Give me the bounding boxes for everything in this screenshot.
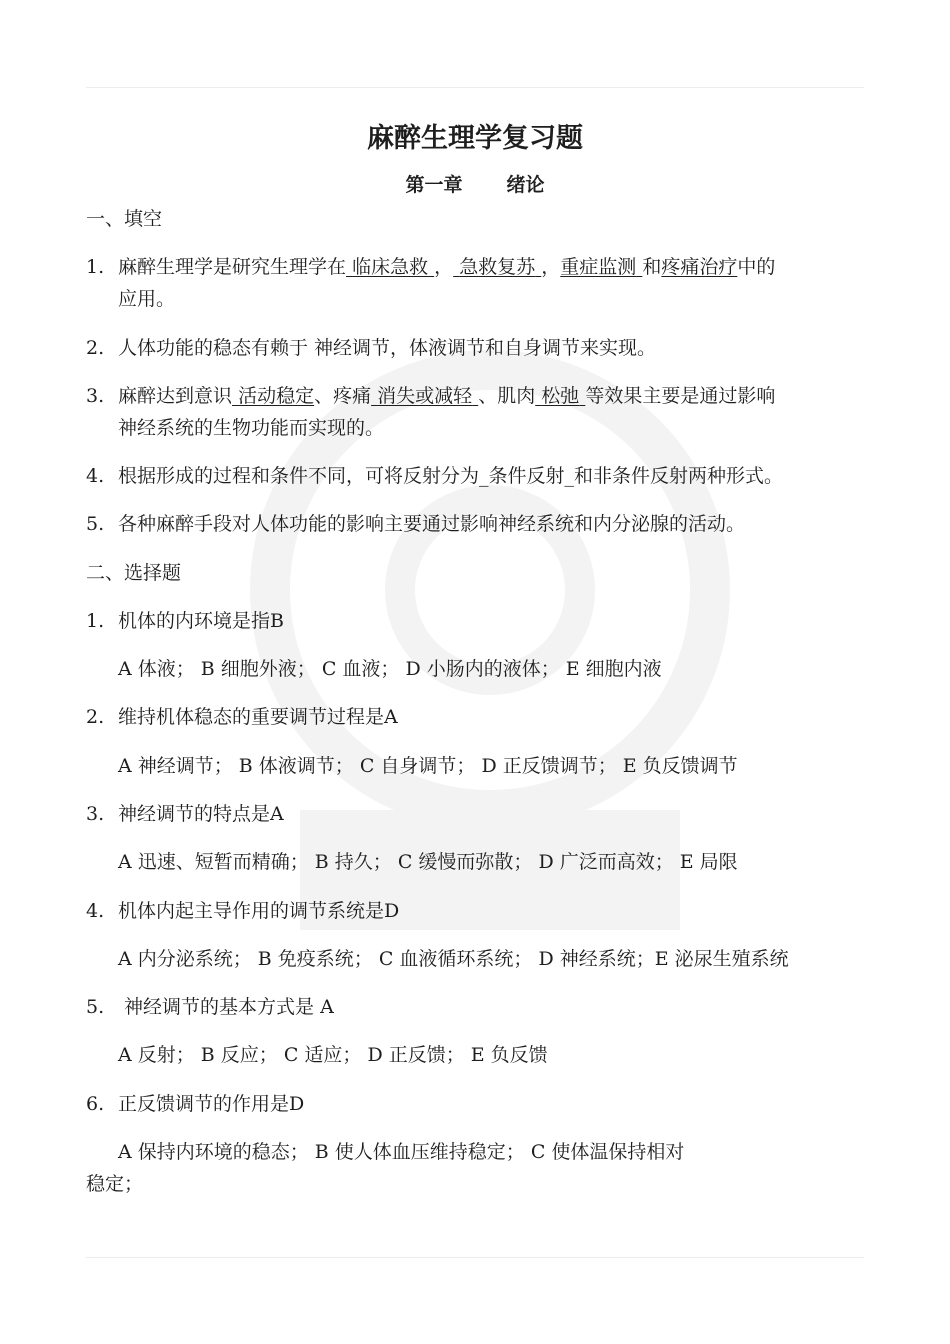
question-1: 1. 机体的内环境是指B — [86, 610, 284, 632]
question-3-options: A 迅速、短暂而精确； B 持久； C 缓慢而弥散； D 广泛而高效； E 局限 — [118, 851, 738, 873]
section-heading-choice: 二、选择题 — [86, 562, 182, 584]
answer-blank: 疼痛治疗 — [661, 256, 738, 278]
question-5-options: A 反射； B 反应； C 适应； D 正反馈； E 负反馈 — [118, 1044, 548, 1066]
fill-item-2: 2. 人体功能的稳态有赖于 神经调节，体液调节和自身调节来实现。 — [86, 337, 657, 359]
question-4-options: A 内分泌系统； B 免疫系统； C 血液循环系统； D 神经系统；E 泌尿生殖系统 — [118, 948, 789, 970]
answer-blank: 急救复苏 — [459, 256, 536, 278]
answer-blank: 重症监测 — [560, 256, 637, 278]
fill-item-3: 3. 麻醉达到意识 活动稳定、疼痛 消失或减轻 、肌肉 松弛 等效果主要是通过影响 — [86, 385, 776, 407]
question-6: 6. 正反馈调节的作用是D — [86, 1093, 305, 1115]
fill-item-1: 1. 麻醉生理学是研究生理学在 临床急救 ， 急救复苏 ，重症监测 和疼痛治疗中的 — [86, 256, 776, 278]
question-1-options: A 体液； B 细胞外液； C 血液； D 小肠内的液体； E 细胞内液 — [118, 658, 662, 680]
fill-item-4: 4. 根据形成的过程和条件不同，可将反射分为_条件反射_和非条件反射两种形式。 — [86, 465, 784, 487]
question-5: 5. 神经调节的基本方式是 A — [86, 996, 334, 1018]
question-4: 4. 机体内起主导作用的调节系统是D — [86, 900, 400, 922]
section-heading-fill: 一、填空 — [86, 208, 163, 230]
fill-item-3-cont: 神经系统的生物功能而实现的。 — [118, 417, 385, 439]
page-title: 麻醉生理学复习题 — [367, 123, 583, 154]
fill-item-1-cont: 应用。 — [118, 288, 176, 310]
chapter-heading — [0, 170, 950, 197]
bottom-divider — [86, 1257, 864, 1258]
answer-blank: 松弛 — [541, 385, 580, 407]
question-3: 3. 神经调节的特点是A — [86, 803, 284, 825]
answer-blank: 临床急救 — [352, 256, 429, 278]
question-2-options: A 神经调节； B 体液调节； C 自身调节； D 正反馈调节； E 负反馈调节 — [118, 755, 738, 777]
answer-blank: 消失或减轻 — [377, 385, 473, 407]
question-2: 2. 维持机体稳态的重要调节过程是A — [86, 706, 398, 728]
chapter-name: 绪论 — [506, 174, 545, 196]
answer-blank: 活动稳定 — [238, 385, 315, 407]
chapter-number: 第一章 — [405, 174, 463, 196]
top-divider — [86, 87, 864, 88]
fill-item-5: 5. 各种麻醉手段对人体功能的影响主要通过影响神经系统和内分泌腺的活动。 — [86, 513, 746, 535]
question-6-options-cont: 稳定； — [86, 1173, 144, 1195]
question-6-options: A 保持内环境的稳态； B 使人体血压维持稳定； C 使体温保持相对 — [118, 1141, 685, 1163]
